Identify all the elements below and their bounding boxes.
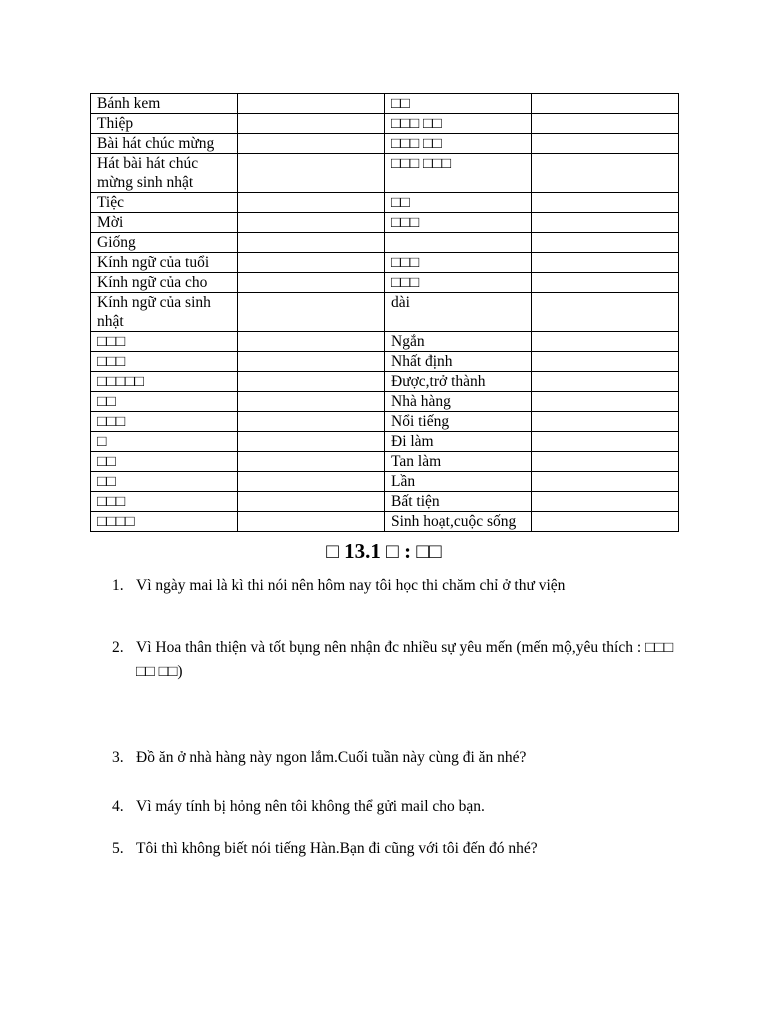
table-cell: Nhà hàng [385,392,532,412]
table-cell [532,193,679,213]
table-row [91,432,679,452]
table-row [91,94,679,114]
table-cell: Thiệp [91,114,238,134]
table-cell [385,233,532,253]
table-cell: Bài hát chúc mừng [91,134,238,154]
table-cell: □ [91,432,238,452]
table-cell: □□□ [385,213,532,233]
table-cell: □□□ □□ [385,114,532,134]
table-cell [532,154,679,193]
table-row [91,392,679,412]
table-cell [532,512,679,532]
table-cell [238,372,385,392]
table-cell: □□□ [91,332,238,352]
table-row [91,472,679,492]
table-row [91,452,679,472]
exercise-number: 3. [112,749,124,766]
table-cell [238,392,385,412]
table-row [91,253,679,273]
table-cell: □□ [385,94,532,114]
table-cell [238,472,385,492]
table-row [91,293,679,332]
table-cell [532,392,679,412]
table-cell [532,472,679,492]
exercise-text: Vì Hoa thân thiện và tốt bụng nên nhận đc nhiều sự yêu mến (mến mộ,yêu thích : □□□ □□ □□) [136,639,674,680]
table-cell: Tan làm [385,452,532,472]
table-cell [238,154,385,193]
table-cell: □□ [385,193,532,213]
table-cell: Nổi tiếng [385,412,532,432]
table-cell [238,512,385,532]
table-cell: □□□ □□ [385,134,532,154]
table-cell [532,332,679,352]
vocabulary-table [90,93,679,532]
table-cell [532,134,679,154]
table-cell: Kính ngữ của sinh nhật [91,293,238,332]
table-cell: □□□ [91,492,238,512]
table-cell: Kính ngữ của tuổi [91,253,238,273]
exercise-text: Vì ngày mai là kì thi nói nên hôm nay tôi học thi chăm chỉ ở thư viện [136,577,566,594]
table-cell [532,273,679,293]
table-row [91,492,679,512]
exercise-list [96,574,686,861]
table-cell [532,492,679,512]
table-row [91,134,679,154]
exercise-item [96,636,686,684]
exercise-number: 1. [112,577,124,594]
exercise-text: Vì máy tính bị hỏng nên tôi không thể gửi mail cho bạn. [136,798,485,815]
exercise-item [96,795,686,819]
vocabulary-table-body [91,94,679,532]
table-cell: Được,trở thành [385,372,532,392]
exercise-item [96,574,686,598]
table-cell [238,114,385,134]
table-row [91,512,679,532]
table-cell [532,432,679,452]
table-cell: Sinh hoạt,cuộc sống [385,512,532,532]
table-cell: Bất tiện [385,492,532,512]
exercise-item [96,837,686,861]
exercise-text: Tôi thì không biết nói tiếng Hàn.Bạn đi cũng với tôi đến đó nhé? [136,840,538,857]
table-cell [532,94,679,114]
table-cell: □□ [91,392,238,412]
table-cell [532,114,679,134]
table-cell: Mời [91,213,238,233]
table-cell [532,213,679,233]
table-cell: Nhất định [385,352,532,372]
table-row [91,154,679,193]
table-cell [238,293,385,332]
table-cell [238,233,385,253]
table-cell [532,372,679,392]
table-cell [532,352,679,372]
table-cell: □□ [91,452,238,472]
table-row [91,372,679,392]
table-cell: Ngắn [385,332,532,352]
exercise-item [96,746,686,770]
table-row [91,233,679,253]
exercise-number: 2. [112,639,124,656]
table-cell [238,412,385,432]
table-cell: Hát bài hát chúc mừng sinh nhật [91,154,238,193]
table-cell [532,233,679,253]
table-row [91,332,679,352]
table-cell [238,492,385,512]
exercise-number: 5. [112,840,124,857]
table-row [91,193,679,213]
table-cell: Bánh kem [91,94,238,114]
table-cell [532,412,679,432]
table-cell [238,273,385,293]
table-cell [532,293,679,332]
exercise-title: □ 13.1 □ : □□ [326,539,442,563]
table-cell [238,352,385,372]
table-cell [238,253,385,273]
table-cell: □□□□□ [91,372,238,392]
table-row [91,213,679,233]
table-row [91,273,679,293]
table-cell: □□□ [91,412,238,432]
table-cell: □□ [91,472,238,492]
table-cell [238,94,385,114]
table-cell: Đi làm [385,432,532,452]
exercise-number: 4. [112,798,124,815]
table-cell: Giống [91,233,238,253]
table-cell: Lần [385,472,532,492]
exercise-text: Đồ ăn ở nhà hàng này ngon lắm.Cuối tuần này cùng đi ăn nhé? [136,749,527,766]
table-cell: □□□□ [91,512,238,532]
table-cell [238,332,385,352]
table-cell [238,193,385,213]
table-cell: □□□ [385,253,532,273]
table-cell: □□□ □□□ [385,154,532,193]
table-cell [238,452,385,472]
table-cell: dài [385,293,532,332]
table-cell: □□□ [385,273,532,293]
table-cell [238,432,385,452]
table-cell [532,253,679,273]
table-cell: Tiệc [91,193,238,213]
table-row [91,114,679,134]
table-cell [238,134,385,154]
table-cell: Kính ngữ của cho [91,273,238,293]
table-cell [238,213,385,233]
table-cell: □□□ [91,352,238,372]
table-row [91,352,679,372]
table-row [91,412,679,432]
table-cell [532,452,679,472]
